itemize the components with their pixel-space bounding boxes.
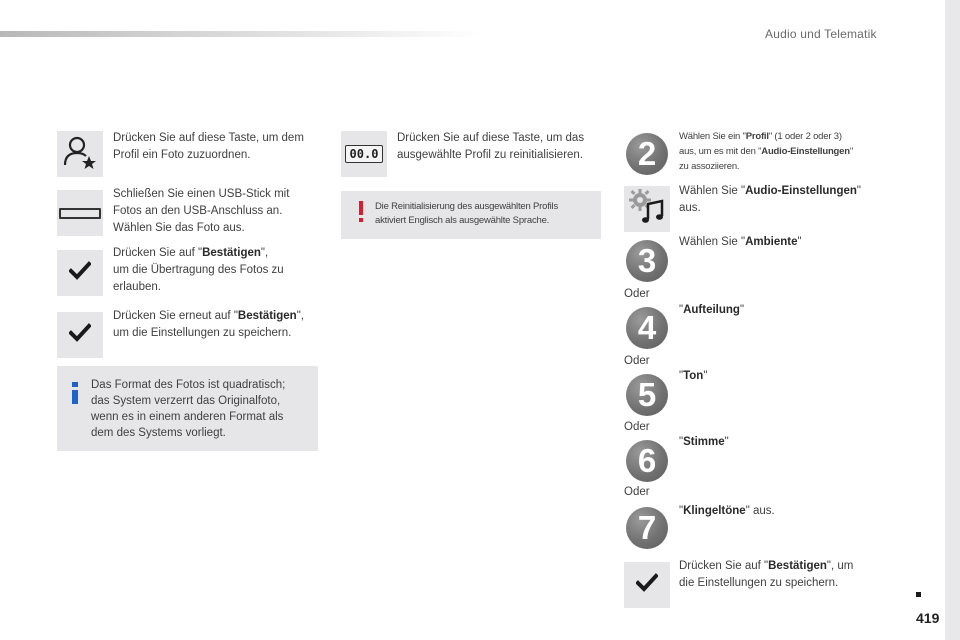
page-number: 419 xyxy=(916,610,940,626)
gear-music-icon xyxy=(626,186,668,233)
step-usb-text: Schließen Sie einen USB-Stick mit Fotos an den USB-Anschluss an. Wählen Sie das Foto aus. xyxy=(113,188,290,234)
audio-settings-button[interactable] xyxy=(624,186,670,232)
step-6-text: "Stimme" xyxy=(679,436,729,448)
step-4-text: "Aufteilung" xyxy=(679,304,745,316)
step-3-text: Wählen Sie "Ambiente" xyxy=(679,236,802,248)
checkmark-icon xyxy=(636,573,658,598)
warning-note-text: Die Reinitialisierung des ausgewählten Profils aktiviert Englisch als ausgewählte Sprache. xyxy=(375,201,559,226)
step-5-badge: 5 xyxy=(626,374,668,416)
step-reset-text: Drücken Sie auf diese Taste, um das ausgewählte Profil zu reinitialisieren. xyxy=(397,132,585,161)
step-3-badge: 3 xyxy=(626,240,668,282)
step-save-text: Drücken Sie erneut auf "Bestätigen", um die Einstellungen zu speichern. xyxy=(113,310,304,339)
confirm-button[interactable] xyxy=(57,250,103,296)
info-note-text: Das Format des Fotos ist quadratisch; das System verzerrt das Originalfoto, wenn es in einem anderen Format als dem des Systems vorliegt. xyxy=(91,379,286,439)
step-confirm-text: Drücken Sie auf "Bestätigen", um die Übertragung des Fotos zu erlauben. xyxy=(113,247,284,293)
step-5-text: "Ton" xyxy=(679,370,708,382)
step-7-badge: 7 xyxy=(626,507,668,549)
section-title: Audio und Telematik xyxy=(765,27,877,41)
step-2-text: Wählen Sie ein "Profil" (1 oder 2 oder 3) aus, um es mit den "Audio-Einstellungen" zu assoziieren. xyxy=(679,131,854,172)
step-2-badge: 2 xyxy=(626,133,668,175)
header-gradient-bar xyxy=(0,31,480,37)
info-icon xyxy=(71,382,79,409)
profile-photo-button[interactable] xyxy=(57,131,103,177)
usb-port-icon xyxy=(59,208,101,219)
lcd-display-icon: 00.0 xyxy=(345,145,383,163)
step-photo-text: Drücken Sie auf diese Taste, um dem Profil ein Foto zuzuordnen. xyxy=(113,132,304,161)
checkmark-icon xyxy=(69,261,91,286)
save-confirm-button[interactable] xyxy=(57,312,103,358)
step-4-badge: 4 xyxy=(626,307,668,349)
or-label: Oder xyxy=(624,355,650,367)
usb-icon-box xyxy=(57,190,103,236)
warning-icon xyxy=(358,201,364,228)
checkmark-icon xyxy=(69,323,91,348)
final-confirm-button[interactable] xyxy=(624,562,670,608)
page-edge-strip xyxy=(945,0,960,640)
step-final-save-text: Drücken Sie auf "Bestätigen", um die Einstellungen zu speichern. xyxy=(679,560,854,589)
step-7-text: "Klingeltöne" aus. xyxy=(679,505,775,517)
profile-star-icon xyxy=(60,132,100,177)
or-label: Oder xyxy=(624,288,650,300)
or-label: Oder xyxy=(624,486,650,498)
reset-profile-button[interactable] xyxy=(341,131,387,177)
step-6-badge: 6 xyxy=(626,440,668,482)
info-note xyxy=(57,366,318,451)
or-label: Oder xyxy=(624,421,650,433)
step-audio-text: Wählen Sie "Audio-Einstellungen" aus. xyxy=(679,185,861,214)
page-marker xyxy=(916,592,921,597)
warning-note xyxy=(341,191,601,239)
